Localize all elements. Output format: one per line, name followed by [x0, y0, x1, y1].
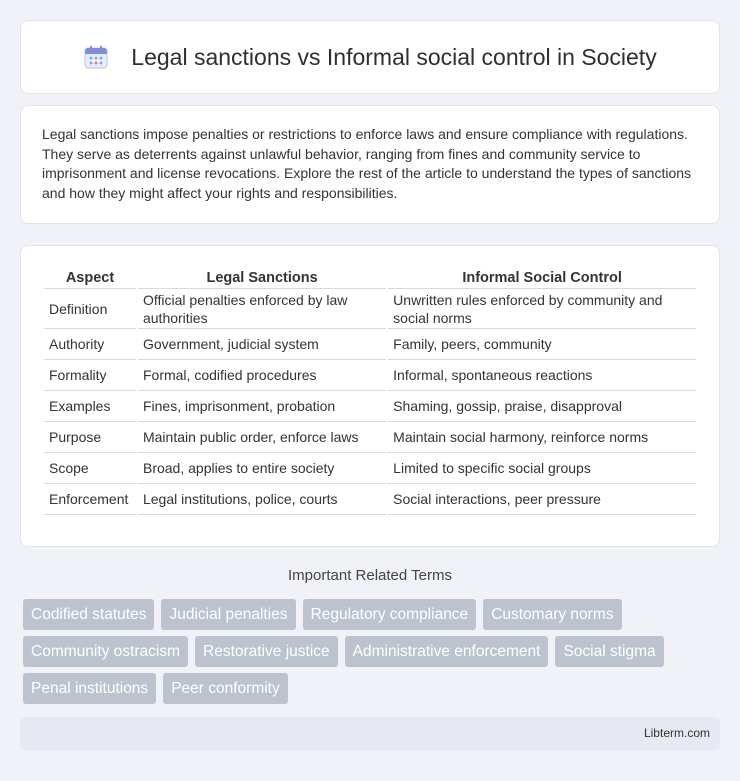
row-legal: Official penalties enforced by law authorities — [138, 289, 386, 329]
row-aspect: Formality — [44, 360, 136, 391]
related-term-chip[interactable]: Customary norms — [483, 599, 621, 630]
row-legal: Government, judicial system — [138, 329, 386, 360]
header-legal-sanctions: Legal Sanctions — [138, 264, 386, 289]
footer — [20, 717, 720, 750]
calendar-icon — [83, 44, 109, 70]
related-terms-heading: Important Related Terms — [288, 567, 452, 584]
row-informal: Informal, spontaneous reactions — [388, 360, 696, 391]
table-row — [44, 391, 696, 422]
row-legal: Fines, imprisonment, probation — [138, 391, 386, 422]
table-row — [44, 360, 696, 391]
comparison-table — [42, 264, 698, 515]
related-term-chip[interactable]: Community ostracism — [23, 636, 188, 667]
header-aspect: Aspect — [44, 264, 136, 289]
row-legal: Broad, applies to entire society — [138, 453, 386, 484]
table-row — [44, 289, 696, 329]
row-aspect: Examples — [44, 391, 136, 422]
row-informal: Unwritten rules enforced by community and social norms — [388, 289, 696, 329]
table-row — [44, 484, 696, 515]
table-row — [44, 329, 696, 360]
title-card — [20, 20, 720, 94]
row-informal: Shaming, gossip, praise, disapproval — [388, 391, 696, 422]
row-aspect: Scope — [44, 453, 136, 484]
row-informal: Social interactions, peer pressure — [388, 484, 696, 515]
related-term-chip[interactable]: Peer conformity — [163, 673, 288, 704]
row-informal: Family, peers, community — [388, 329, 696, 360]
related-term-chip[interactable]: Administrative enforcement — [345, 636, 549, 667]
related-term-chip[interactable]: Codified statutes — [23, 599, 154, 630]
row-informal: Maintain social harmony, reinforce norms — [388, 422, 696, 453]
table-row — [44, 422, 696, 453]
page-title: Legal sanctions vs Informal social control in Society — [131, 43, 657, 70]
row-legal: Formal, codified procedures — [138, 360, 386, 391]
intro-card — [20, 105, 720, 224]
related-term-chip[interactable]: Social stigma — [555, 636, 663, 667]
table-row — [44, 453, 696, 484]
related-terms-list — [23, 599, 723, 710]
related-term-chip[interactable]: Judicial penalties — [161, 599, 295, 630]
related-term-chip[interactable]: Regulatory compliance — [303, 599, 477, 630]
row-informal: Limited to specific social groups — [388, 453, 696, 484]
related-term-chip[interactable]: Penal institutions — [23, 673, 156, 704]
row-aspect: Enforcement — [44, 484, 136, 515]
row-legal: Legal institutions, police, courts — [138, 484, 386, 515]
footer-site-link[interactable]: Libterm.com — [643, 726, 710, 740]
intro-paragraph: Legal sanctions impose penalties or restrictions to enforce laws and ensure compliance with regulations. They serve as deterrents against unlawful behavior, ranging from fines and community service to imprisonment and license revocations. Explore the rest of the article to understand the types of sanctions and how they might affect your rights and responsibilities. — [42, 126, 692, 201]
header-informal-social-control: Informal Social Control — [388, 264, 696, 289]
row-aspect: Authority — [44, 329, 136, 360]
row-aspect: Purpose — [44, 422, 136, 453]
table-header-row — [44, 264, 696, 289]
row-legal: Maintain public order, enforce laws — [138, 422, 386, 453]
comparison-card — [20, 245, 720, 547]
related-term-chip[interactable]: Restorative justice — [195, 636, 338, 667]
row-aspect: Definition — [44, 289, 136, 329]
